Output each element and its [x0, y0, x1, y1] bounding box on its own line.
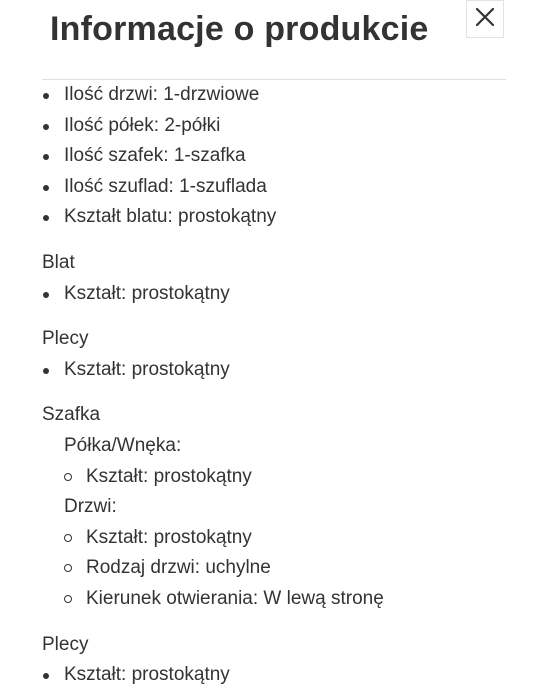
- product-info-content: [0, 80, 546, 691]
- close-icon: [474, 6, 496, 33]
- list-item: Kształt: prostokątny: [42, 279, 546, 310]
- plecy-2-list: [0, 660, 546, 691]
- subsection-title-polka: Półka/Wnęka:: [64, 434, 182, 456]
- list-item: Ilość drzwi: 1-drzwiowe: [42, 80, 546, 111]
- modal-header: [0, 0, 546, 80]
- polka-list: [0, 462, 546, 493]
- close-button[interactable]: [466, 0, 504, 38]
- list-item: Ilość szafek: 1-szafka: [42, 141, 546, 172]
- list-item: Kształt: prostokątny: [42, 355, 546, 386]
- list-item: Ilość szuflad: 1-szuflada: [42, 172, 546, 203]
- list-item: Kształt: prostokątny: [64, 462, 546, 493]
- drzwi-list: [0, 523, 546, 615]
- section-title-plecy-2: Plecy: [42, 633, 89, 655]
- list-item: Ilość półek: 2-półki: [42, 111, 546, 142]
- subsection-title-drzwi: Drzwi:: [64, 496, 117, 518]
- section-title-plecy: Plecy: [42, 328, 89, 350]
- list-item: Kształt: prostokątny: [64, 523, 546, 554]
- section-title-blat: Blat: [42, 251, 75, 273]
- general-list: [0, 80, 546, 233]
- list-item: Kształt: prostokątny: [42, 660, 546, 691]
- list-item: Kształt blatu: prostokątny: [42, 202, 546, 233]
- page-title: Informacje o produkcie: [50, 10, 429, 48]
- list-item: Rodzaj drzwi: uchylne: [64, 553, 546, 584]
- section-title-szafka: Szafka: [42, 404, 101, 426]
- list-item: Kierunek otwierania: W lewą stronę: [64, 584, 546, 615]
- plecy-list: [0, 355, 546, 386]
- blat-list: [0, 279, 546, 310]
